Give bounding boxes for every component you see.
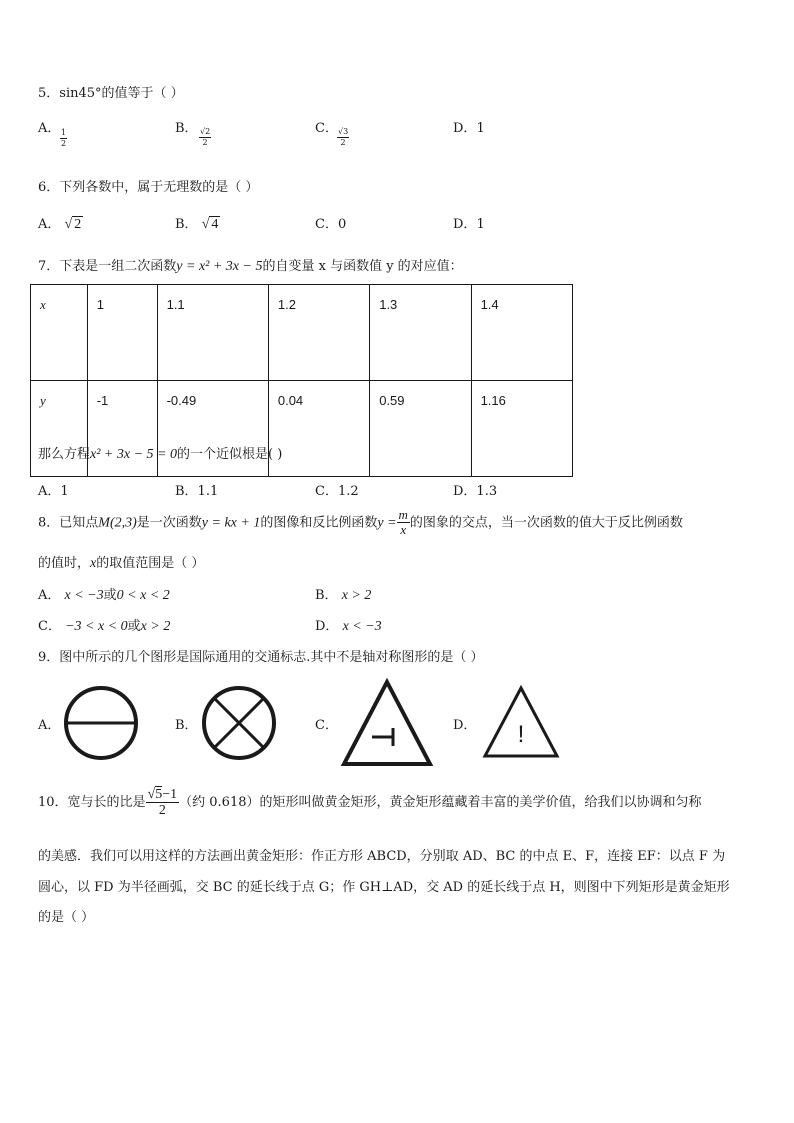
- q8-option-c-label: C．: [38, 619, 61, 634]
- table-cell: 1.4: [471, 285, 572, 381]
- q5-option-b-fraction: [199, 127, 211, 148]
- q6-option-c-value: 0: [337, 217, 347, 232]
- q5-c-denominator: 2: [340, 138, 346, 147]
- q10-stem-post: （约 0.618）的矩形叫做黄金矩形，黄金矩形蕴藏着丰富的美学价值，给我们以协调和匀称: [179, 795, 702, 810]
- table-cell: 1.3: [370, 285, 471, 381]
- q7-question-pre: 那么方程: [38, 447, 91, 462]
- table-row: [31, 285, 573, 381]
- q8-option-c[interactable]: [38, 615, 170, 635]
- q10-frac-denominator: 2: [158, 803, 166, 818]
- table-cell: 0.04: [268, 381, 369, 477]
- q9-option-d-label: D．: [453, 718, 477, 733]
- q5-b-denominator: 2: [202, 138, 208, 147]
- q8-option-d[interactable]: [315, 615, 382, 635]
- q6-option-a[interactable]: [38, 213, 83, 233]
- q6-option-c-label: C．: [315, 217, 338, 232]
- q10-frac-radicand: 5: [155, 786, 163, 802]
- q8-stem: [38, 508, 683, 538]
- table-cell: x: [31, 285, 88, 381]
- q8-inverse-lhs: y =: [377, 515, 397, 531]
- q7-option-d[interactable]: D．1.3: [453, 484, 498, 499]
- q6-option-d[interactable]: [453, 213, 485, 232]
- q8-stem-pre: 8．已知点: [38, 515, 99, 531]
- q7-option-a[interactable]: A．1: [38, 484, 69, 499]
- q7-question: [38, 443, 282, 463]
- q6-option-c[interactable]: [315, 213, 346, 232]
- q7-stem: [38, 255, 463, 275]
- q5-option-d[interactable]: [453, 117, 485, 136]
- q8-line2-post: 的取值范围是（ ）: [96, 556, 205, 571]
- q9-option-b-label: B．: [175, 718, 198, 733]
- sqrt-icon: √: [64, 217, 73, 232]
- q8-option-d-label: D．: [315, 619, 339, 634]
- q5-a-denominator: 2: [61, 138, 67, 148]
- q10-stem: [38, 780, 702, 826]
- q8-inverse-denominator: x: [400, 522, 407, 538]
- q6-b-radicand: 4: [211, 217, 219, 232]
- q7-stem-pre: 7．下表是一组二次函数: [38, 259, 177, 274]
- q6-option-d-value: 1: [476, 217, 485, 232]
- q9-option-c[interactable]: [315, 714, 338, 733]
- q8-linear-function: y = kx + 1: [201, 515, 261, 531]
- table-cell: 1.16: [471, 381, 572, 477]
- q6-option-b[interactable]: [175, 213, 220, 233]
- table-cell: -0.49: [157, 381, 268, 477]
- q10-stem-pre: 10．宽与长的比是: [38, 795, 146, 810]
- table-cell: 0.59: [370, 381, 471, 477]
- q8-line2-var: x: [90, 556, 97, 571]
- table-cell: 1.2: [268, 285, 369, 381]
- q9-option-a-label: A．: [38, 718, 61, 733]
- q7-option-b[interactable]: B．1.1: [175, 484, 219, 499]
- sqrt-icon: √: [201, 217, 210, 232]
- q8-inverse-fraction: [397, 508, 410, 538]
- q8-option-a-expr2: 0 < x < 2: [116, 588, 170, 603]
- q8-stem-mid1: 是一次函数: [136, 515, 202, 531]
- table-cell: 1.1: [157, 285, 268, 381]
- q5-option-d-label: D．: [453, 121, 477, 136]
- q7-option-c[interactable]: C．1.2: [315, 484, 359, 499]
- q7-question-formula: x² + 3x − 5 = 0: [90, 447, 177, 462]
- q5-option-d-value: 1: [476, 121, 485, 136]
- q6-option-a-label: A．: [38, 217, 61, 232]
- q10-line2: 的美感．我们可以用这样的方法画出黄金矩形：作正方形 ABCD，分别取 AD、BC 的中点 E、F，连接 EF：以点 F 为: [38, 849, 726, 864]
- q6-stem: 6．下列各数中，属于无理数的是（ ）: [38, 180, 259, 195]
- q8-option-b[interactable]: [315, 584, 371, 604]
- q5-c-radicand: 3: [343, 127, 349, 136]
- sqrt-icon: √: [338, 127, 344, 136]
- q5-stem: 5．sin45°的值等于（ ）: [38, 86, 184, 101]
- q8-stem-line2: [38, 552, 204, 572]
- q5-option-a[interactable]: [38, 117, 60, 136]
- q10-line4: 的是（ ）: [38, 910, 95, 925]
- q10-frac-num-rest: −1: [162, 786, 178, 802]
- table-cell: -1: [87, 381, 157, 477]
- q8-option-c-expr1: −3 < x < 0: [65, 619, 128, 634]
- q8-option-c-expr2: x > 2: [140, 619, 171, 634]
- q5-option-c-label: C．: [315, 121, 338, 136]
- q8-stem-post: 的图象的交点，当一次函数的值大于反比例函数: [409, 515, 683, 531]
- q8-option-a[interactable]: [38, 584, 170, 604]
- q8-point: M(2,3): [98, 515, 137, 531]
- q8-option-a-expr1: x < −3: [64, 588, 104, 603]
- q10-golden-ratio-fraction: [146, 787, 180, 819]
- q8-line2-pre: 的值时，: [38, 556, 91, 571]
- q5-a-numerator: 1: [61, 128, 67, 137]
- q6-a-radicand: 2: [74, 217, 82, 232]
- triangle-with-t-junction-sign-icon[interactable]: [340, 678, 434, 768]
- q5-option-b-label: B．: [175, 121, 198, 136]
- exclamation-icon: !: [517, 721, 525, 748]
- q5-option-c[interactable]: [315, 117, 338, 136]
- q7-question-post: 的一个近似根是( ): [176, 447, 283, 462]
- q9-option-c-label: C．: [315, 718, 338, 733]
- q7-stem-post: 的自变量 x 与函数值 y 的对应值：: [262, 259, 463, 274]
- q5-option-c-fraction: [337, 127, 349, 148]
- q5-option-a-label: A．: [38, 121, 61, 136]
- q6-option-b-label: B．: [175, 217, 198, 232]
- q9-stem: 9．图中所示的几个图形是国际通用的交通标志.其中不是轴对称图形的是（ ）: [38, 650, 484, 665]
- q9-option-a[interactable]: [38, 714, 60, 733]
- sqrt-icon: √: [200, 127, 206, 136]
- q5-b-radicand: 2: [205, 127, 211, 136]
- q6-option-d-label: D．: [453, 217, 477, 232]
- q8-option-b-label: B．: [315, 588, 338, 603]
- q8-stem-mid2: 的图像和反比例函数: [260, 515, 378, 531]
- q9-option-b[interactable]: [175, 714, 198, 733]
- q5-option-b[interactable]: [175, 117, 198, 136]
- q8-option-b-expr: x > 2: [341, 588, 372, 603]
- q9-option-d[interactable]: [453, 714, 476, 733]
- table-cell: y: [31, 381, 88, 477]
- q8-option-c-or: 或: [127, 619, 141, 634]
- q10-line3: 圆心，以 FD 为半径画弧，交 BC 的延长线于点 G；作 GH⊥AD，交 AD 的延长线于点 H，则图中下列矩形是黄金矩形: [38, 880, 730, 895]
- circle-with-horizontal-bar-sign-icon[interactable]: [62, 684, 140, 762]
- q8-inverse-numerator: m: [398, 507, 408, 522]
- circle-with-cross-sign-icon[interactable]: [200, 684, 278, 762]
- q8-option-d-expr: x < −3: [342, 619, 382, 634]
- q7-stem-formula: y = x² + 3x − 5: [176, 259, 263, 274]
- q5-option-a-fraction: [60, 128, 67, 148]
- triangle-warning-sign-icon[interactable]: [481, 684, 561, 760]
- table-cell: 1: [87, 285, 157, 381]
- sqrt-icon: √: [147, 786, 156, 802]
- q8-option-a-label: A．: [38, 588, 61, 603]
- q8-option-a-or: 或: [103, 588, 117, 603]
